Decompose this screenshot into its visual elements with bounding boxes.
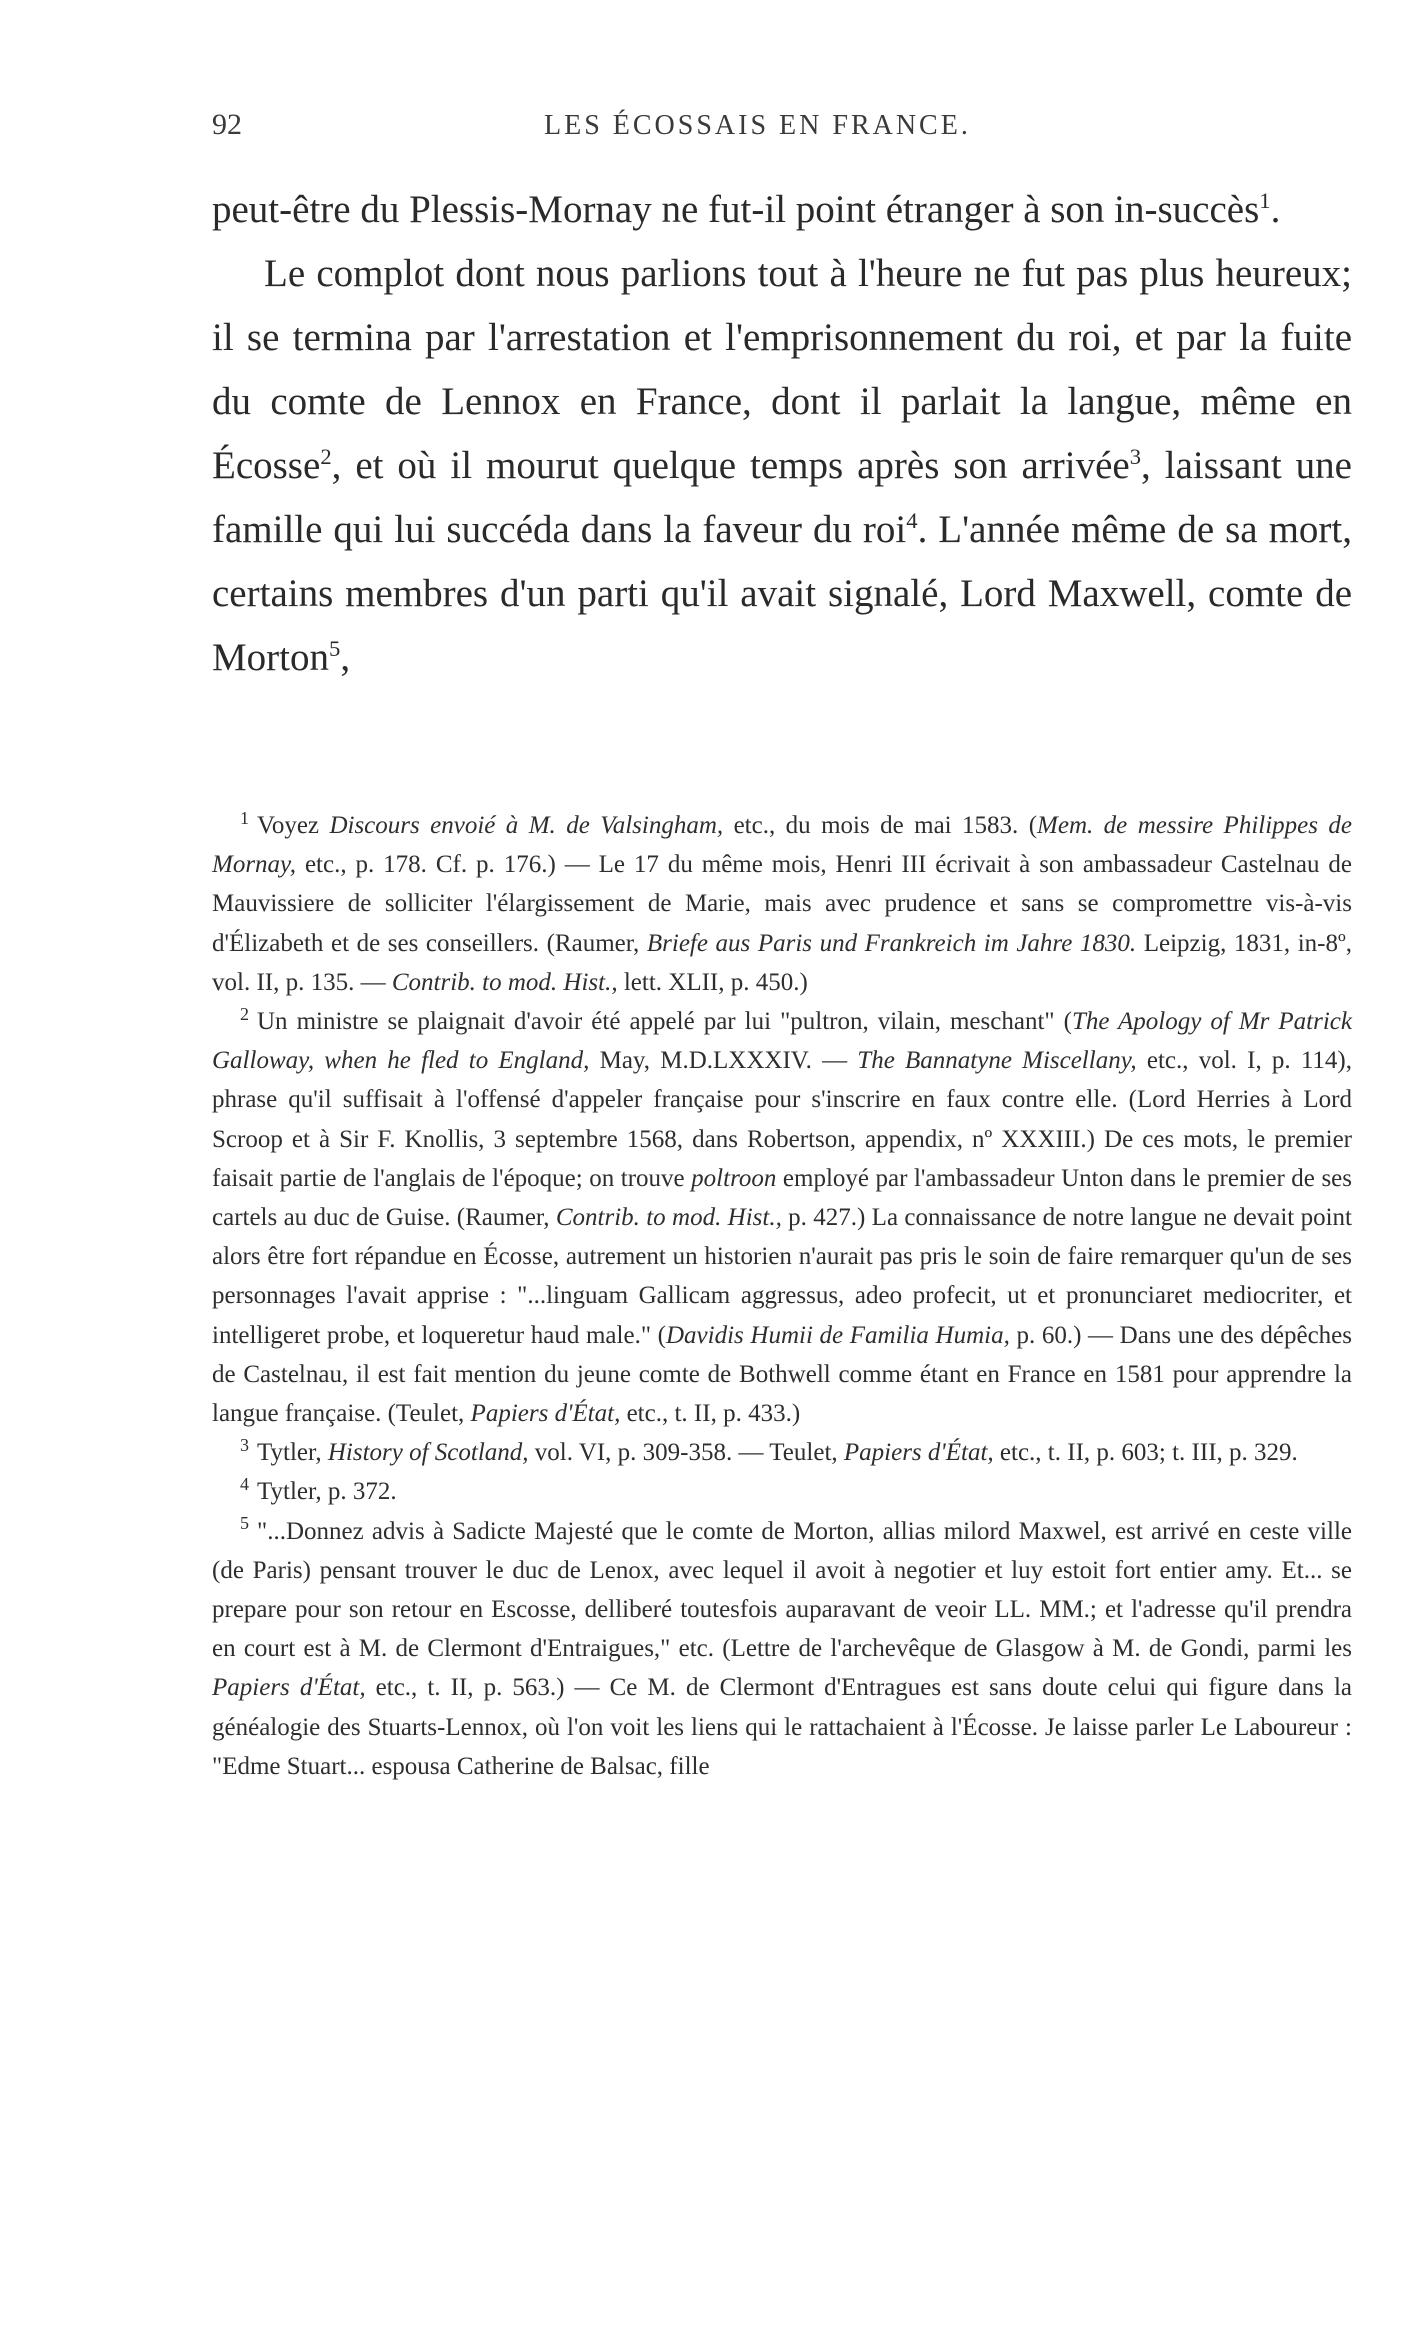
footnote-2: $^2$ Un ministre se plaignait d'avoir été appelé par lui "pultron, vilain, meschant" (The Apology of Mr Patrick Galloway, when he fled to England, May, M.D.LXXXIV. — The Bannatyne Miscellany, etc., vol. I, p. 114), phrase qu'il suffisait à l'offensé d'appeler française pour s'inscrire en faux contre elle. (Lord Herries à Lord Scroop et à Sir F. Knollis, 3 septembre 1568, dans Robertson, appendix, nº XXXIII.) De ces mots, le premier faisait partie de l'anglais de l'époque; on trouve poltroon employé par l'ambassadeur Unton dans le premier de ses cartels au duc de Guise. (Raumer, Contrib. to mod. Hist., p. 427.) La connaissance de notre langue ne devait point alors être fort répandue en Écosse, autrement un historien n'aurait pas pris le soin de faire remarquer qu'un de ses personnages l'avait apprise : "...linguam Gallicam aggressus, adeo profecit, ut et pronunciaret mediocriter, et intelligeret probe, et loqueretur haud male." (Davidis Humii de Familia Humia, p. 60.) — Dans une des dépêches de Castelnau, il est fait mention du jeune comte de Bothwell comme étant en France en 1581 pour apprendre la langue française. (Teulet, Papiers d'État, etc., t. II, p. 433.): [212, 1003, 1353, 1428]
footnote-ref-4: 4: [906, 508, 918, 533]
page-number: 92: [212, 108, 242, 141]
paragraph-1: peut-être du Plessis-Mornay ne fut-il point étranger à son in-succès$^1$.: [212, 188, 1281, 231]
paragraph-2: Le complot dont nous parlions tout à l'heure ne fut pas plus heureux; il se termina par l'arrestation et l'emprisonnement du roi, et par la fuite du comte de Lennox en France, dont il parlait la langue, même en Écosse$^2$, et où il mourut quelque temps après son arrivée$^3$, laissant une famille qui lui succéda dans la faveur du roi$^4$. L'année même de sa mort, certains membres d'un parti qu'il avait signalé, Lord Maxwell, comte de Morton$^5$,: [212, 252, 1352, 679]
footnote-ref-5: 5: [329, 636, 341, 661]
footnote-3: $^3$ Tytler, History of Scotland, vol. VI, p. 309-358. — Teulet, Papiers d'État, etc., t. II, p. 603; t. III, p. 329.: [240, 1434, 1298, 1467]
footnote-ref-1: 1: [1259, 188, 1271, 213]
footnote-1: $^1$ Voyez Discours envoié à M. de Valsingham, etc., du mois de mai 1583. (Mem. de messire Philippes de Mornay, etc., p. 178. Cf. p. 176.) — Le 17 du même mois, Henri III écrivait à son ambassadeur Castelnau de Mauvissiere de solliciter l'élargissement de Marie, mais avec prudence et sans se compromettre vis-à-vis d'Élizabeth et de ses conseillers. (Raumer, Briefe aus Paris und Frankreich im Jahre 1830. Leipzig, 1831, in-8º, vol. II, p. 135. — Contrib. to mod. Hist., lett. XLII, p. 450.): [212, 807, 1353, 996]
footnote-4: $^4$ Tytler, p. 372.: [240, 1474, 397, 1506]
footnotes: [212, 806, 1352, 1786]
page-header: [212, 108, 1352, 148]
main-text: [212, 178, 1352, 690]
book-page: [212, 108, 1353, 1780]
footnote-ref-2: 2: [320, 444, 332, 469]
footnote-ref-3: 3: [1129, 444, 1142, 469]
running-title: LES ÉCOSSAIS EN FRANCE.: [544, 110, 971, 141]
footnote-5: $^5$ "...Donnez advis à Sadicte Majesté que le comte de Morton, allias milord Maxwel, est arrivé en ceste ville (de Paris) pensant trouver le duc de Lenox, avec lequel il avoit à negotier et luy estoit fort entier amy. Et... se prepare pour son retour en Escosse, delliberé toutesfois auparavant de veoir LL. MM.; et l'adresse qu'il prendra en court est à M. de Clermont d'Entraigues," etc. (Lettre de l'archevêque de Glasgow à M. de Gondi, parmi les Papiers d'État, etc., t. II, p. 563.) — Ce M. de Clermont d'Entragues est sans doute celui qui figure dans la généalogie des Stuarts-Lennox, où l'on voit les liens qui le rattachaient à l'Écosse. Je laisse parler Le Laboureur : "Edme Stuart... espousa Catherine de Balsac, fille: [212, 1513, 1353, 1780]
